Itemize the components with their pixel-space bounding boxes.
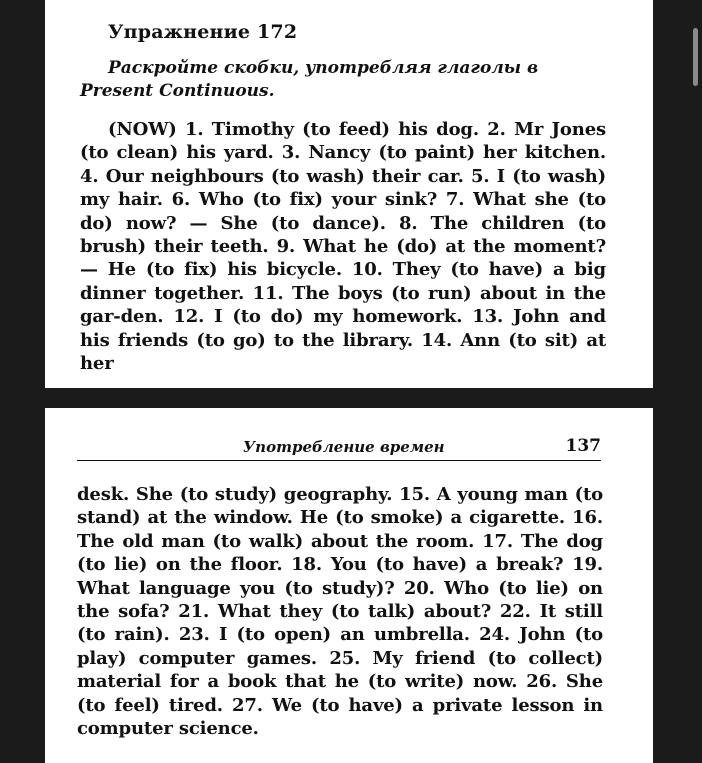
page-137 — [45, 408, 653, 763]
page-number: 137 — [565, 436, 601, 456]
vertical-scrollbar[interactable] — [693, 28, 698, 86]
exercise-text-top: (NOW) 1. Timothy (to feed) his dog. 2. Mr Jones (to clean) his yard. 3. Nancy (to paint) her kitchen. 4. Our neighbours (to wash) their car. 5. I (to wash) my hair. 6. Who (to fix) your sink? 7. What she (to do) now? — She (to dance). 8. The children (to brush) their teeth. 9. What he (do) at the moment? — He (to fix) his bicycle. 10. They (to have) a big dinner together. 11. The boys (to run) about in the gar-den. 12. I (to do) my homework. 13. John and his friends (to go) to the library. 14. Ann (to sit) at her — [80, 119, 606, 375]
exercise-title: Упражнение 172 — [108, 21, 298, 43]
running-head — [77, 436, 601, 461]
running-head-title: Употребление времен — [243, 438, 445, 456]
exercise-text-bottom: desk. She (to study) geography. 15. A young man (to stand) at the window. He (to smoke) a cigarette. 16. The old man (to walk) about the room. 17. The dog (to lie) on the floor. 18. You (to have) a break? 19. What language you (to study)? 20. Who (to lie) on the sofa? 21. What they (to talk) about? 22. It still (to rain). 23. I (to open) an umbrella. 24. John (to play) computer games. 25. My friend (to collect) material for a book that he (to write) now. 26. She (to feel) tired. 27. We (to have) a private lesson in computer science. — [77, 484, 603, 740]
page-136 — [45, 0, 653, 388]
exercise-instruction: Раскройте скобки, употребляя глаголы в Present Continuous. — [80, 58, 539, 101]
